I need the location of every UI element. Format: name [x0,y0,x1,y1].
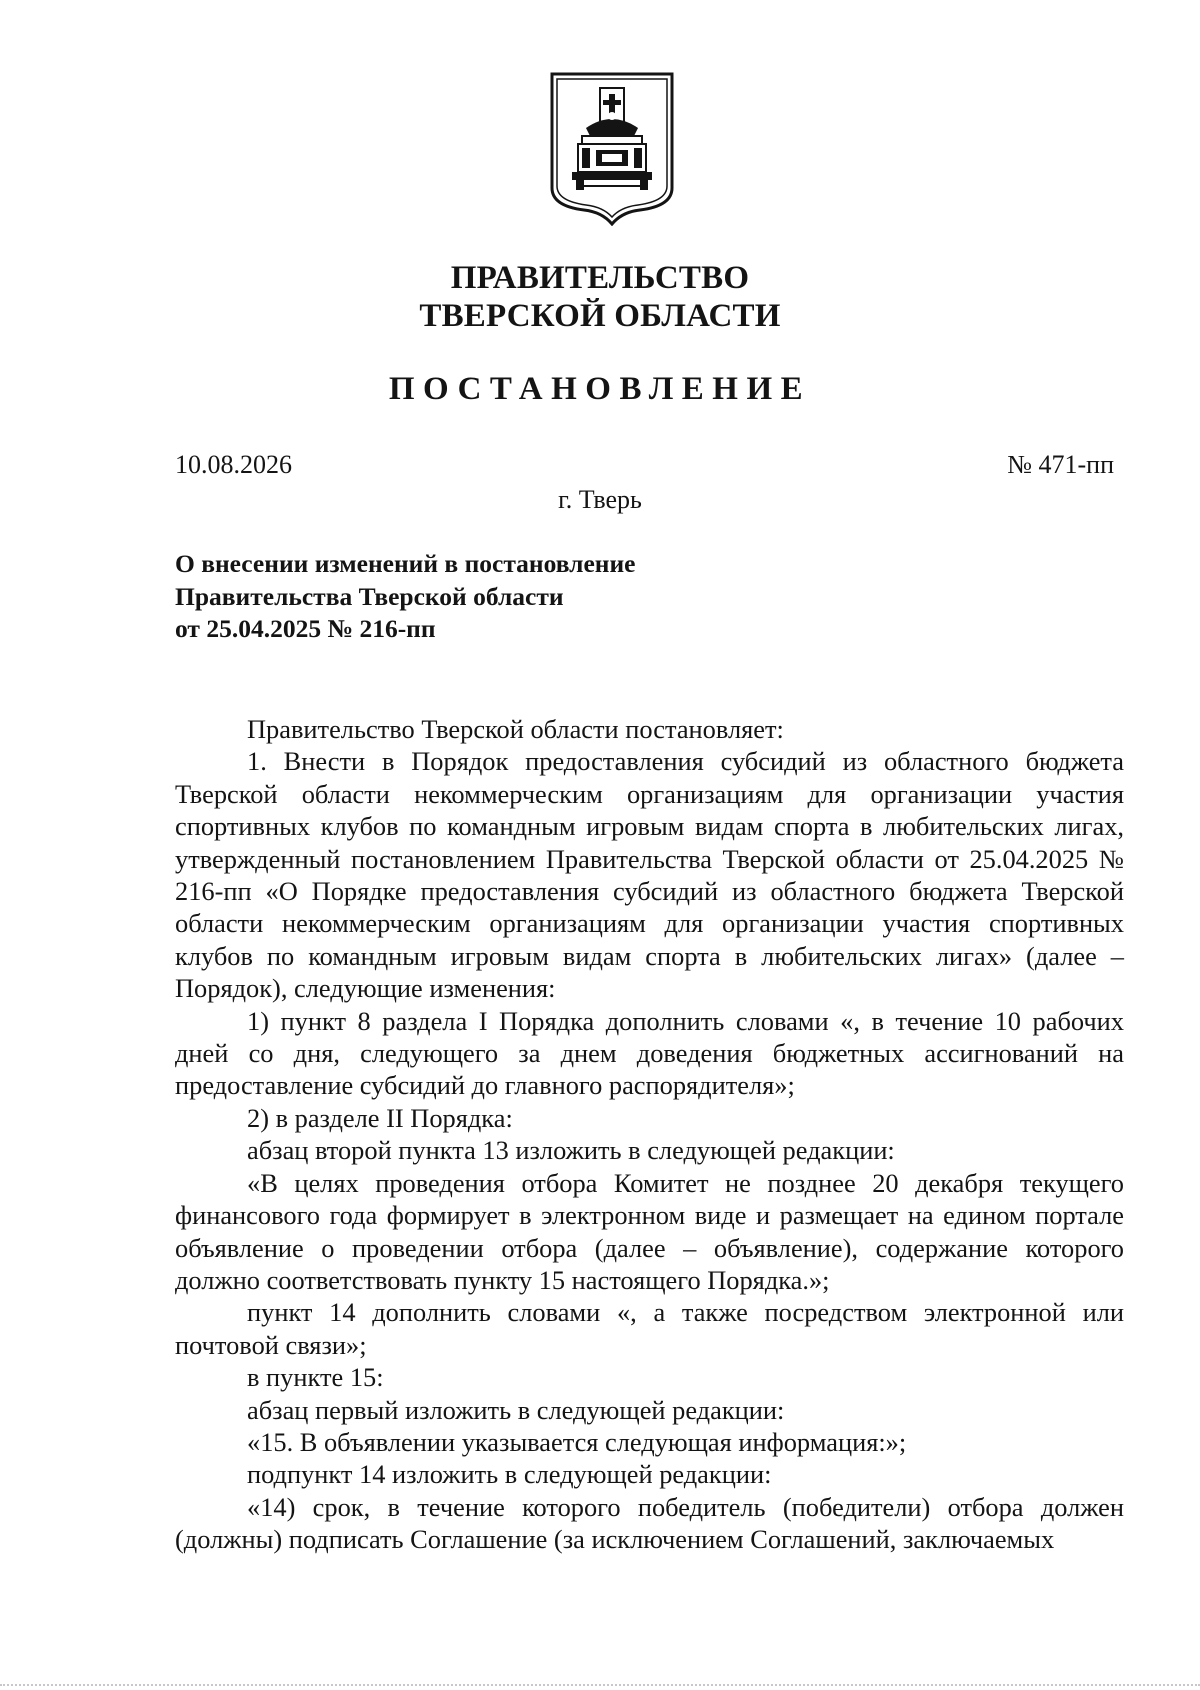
body-paragraph: 1) пункт 8 раздела I Порядка дополнить словами «, в течение 10 рабочих дней со дня, следующего за днем доведения бюджетных ассигнований на предоставление субсидий до главного распорядителя»; [175,1005,1124,1101]
document-city: г. Тверь [558,485,642,514]
body-paragraph: «15. В объявлении указывается следующая информация:»; [247,1426,907,1457]
body-paragraph: 1. Внести в Порядок предоставления субсидий из областного бюджета Тверской области некоммерческим организациям для организации участия спортивных клубов по командным игровым видам спорта в любительских лигах, утвержденный постановлением Правительства Тверской области от 25.04.2025 № 216-пп «О Порядке предоставления субсидий из областного бюджета Тверской области некоммерческим организациям для организации участия спортивных клубов по командным игровым видам спорта в любительских лигах» (далее – Порядок), следующие изменения: [175,746,1124,1004]
body-paragraph: абзац первый изложить в следующей редакции: [247,1394,785,1425]
document-date: 10.08.2026 [175,450,292,479]
body-paragraph: 2) в разделе II Порядка: [247,1102,513,1133]
subject-line: Правительства Тверской области [175,581,564,611]
body-paragraph: «14) срок, в течение которого победитель (победители) отбора должен (должны) подписать Соглашение (за исключением Соглашений, заключаемых [175,1491,1124,1555]
document-subject [175,548,795,646]
body-paragraph: Правительство Тверской области постановляет: [247,714,784,744]
body-paragraph: в пункте 15: [247,1362,384,1393]
body-paragraph: «В целях проведения отбора Комитет не позднее 20 декабря текущего финансового года формирует в электронном виде и размещает на едином портале объявление о проведении отбора (далее – объявление), содержание которого должно соответствовать пункту 15 настоящего Порядка.»; [175,1167,1124,1295]
body-paragraph: абзац второй пункта 13 изложить в следующей редакции: [247,1135,895,1166]
government-title-line1: ПРАВИТЕЛЬСТВО [450,260,750,296]
scan-edge-divider [0,1684,1200,1686]
document-type-heading: ПОСТАНОВЛЕНИЕ [388,371,812,407]
document-body [175,713,1124,1556]
document-number: № 471-пп [1007,450,1114,479]
body-paragraph: пункт 14 дополнить словами «, а также посредством электронной или почтовой связи»; [175,1297,1124,1360]
subject-line: от 25.04.2025 № 216-пп [175,614,436,643]
body-paragraph: подпункт 14 изложить в следующей редакции: [247,1459,772,1490]
subject-line: О внесении изменений в постановление [175,549,636,578]
coat-of-arms-icon [548,70,676,226]
government-title-line2: ТВЕРСКОЙ ОБЛАСТИ [419,298,781,334]
